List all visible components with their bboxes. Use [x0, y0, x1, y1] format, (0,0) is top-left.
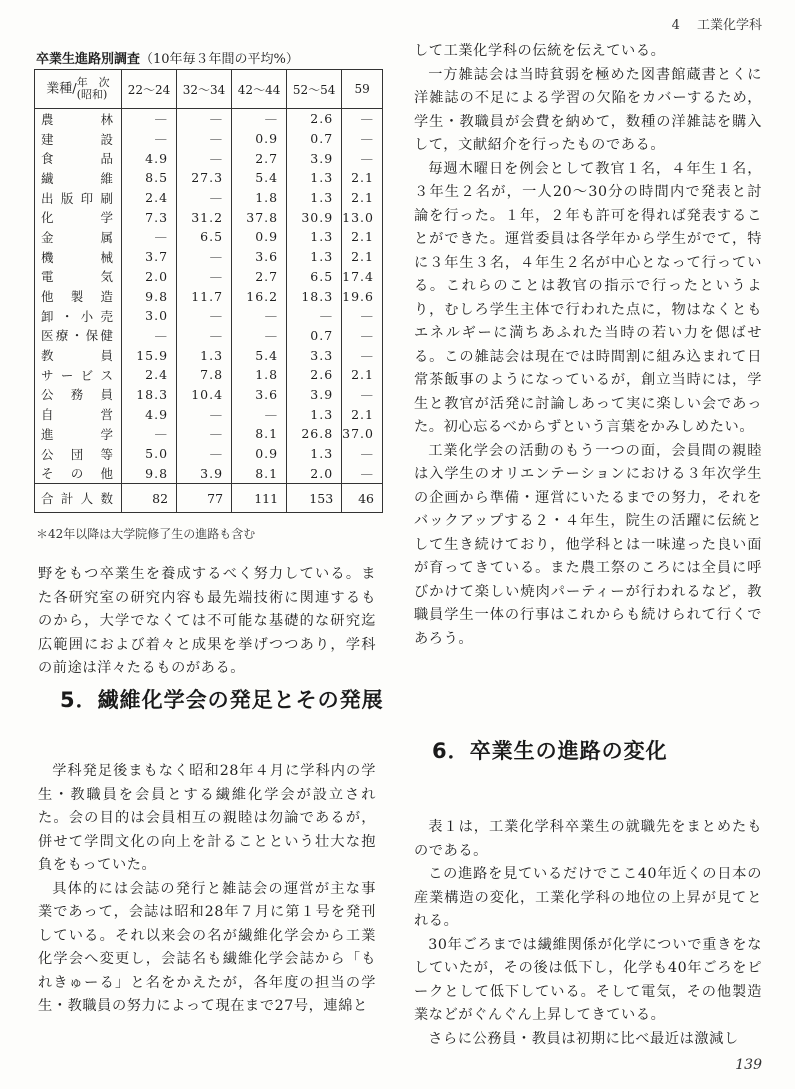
table-cell: 6.5	[177, 227, 232, 247]
table-cell: —	[122, 129, 177, 149]
right-column-bottom	[414, 816, 762, 1051]
table-row	[35, 444, 383, 464]
table-cell: 1.3	[287, 404, 342, 424]
table-cell: —	[177, 404, 232, 424]
table-cell: 5.0	[122, 444, 177, 464]
table-cell: —	[122, 424, 177, 444]
table-cell: 3.9	[287, 385, 342, 405]
corner-industry-label: 業種/	[46, 81, 77, 97]
table-row	[35, 148, 383, 168]
table-cell: 27.3	[177, 168, 232, 188]
table-cell: 1.3	[287, 227, 342, 247]
table-row	[35, 345, 383, 365]
row-category: 他製造	[41, 289, 113, 305]
left-column-bottom	[38, 760, 376, 1019]
table-cell: 18.3	[122, 385, 177, 405]
table-title	[36, 48, 299, 67]
table-cell: 37.8	[232, 207, 287, 227]
table-cell: —	[122, 227, 177, 247]
row-category: 教員	[41, 348, 113, 364]
table-cell: 1.3	[287, 247, 342, 267]
table-row	[35, 424, 383, 444]
column-header: 52～54	[287, 70, 342, 109]
table-cell: —	[177, 424, 232, 444]
table-cell: 8.1	[232, 463, 287, 483]
table-cell: 2.4	[122, 365, 177, 385]
row-category: 出版印刷	[41, 190, 113, 206]
total-cell: 82	[122, 484, 177, 513]
table-footnote: ＊42年以降は大学院修了生の進路も含む	[36, 527, 256, 541]
table-cell: 1.3	[287, 444, 342, 464]
table-row	[35, 109, 383, 129]
page-number: 139	[735, 1057, 762, 1073]
table-cell: 1.3	[177, 345, 232, 365]
section-6-heading: 6．卒業生の進路の変化	[432, 739, 668, 763]
table-cell: —	[122, 326, 177, 346]
table-cell: 2.6	[287, 365, 342, 385]
table-body	[35, 109, 383, 484]
table-cell: 1.3	[287, 168, 342, 188]
table-cell: 2.0	[122, 267, 177, 287]
table-cell: 0.7	[287, 129, 342, 149]
total-cell: 111	[232, 484, 287, 513]
table-row	[35, 267, 383, 287]
column-header: 22～24	[122, 70, 177, 109]
paragraph: この進路を見ているだけでここ40年近くの日本の産業構造の変化，工業化学科の地位の上昇が見てとれる。	[414, 866, 762, 929]
column-header: 59	[342, 70, 383, 109]
table-cell: 2.1	[342, 365, 383, 385]
table-cell: 2.6	[287, 109, 342, 129]
table-cell: 13.0	[342, 207, 383, 227]
table-row	[35, 385, 383, 405]
table-cell: 17.4	[342, 267, 383, 287]
row-category: 農林	[41, 111, 113, 127]
row-category: その他	[41, 466, 113, 482]
paragraph: 30年ごろまでは繊維関係が化学についで重きをなしていたが，その後は低下し，化学も40年ごろをピークとして低下している。そして電気，その他製造業などがぐんぐん上昇してきている。	[414, 936, 762, 1023]
paragraph: 具体的には会誌の発行と雑誌会の運営が主な事業であって，会誌は昭和28年７月に第１号を発刊している。それ以来会の名が繊維化学会から工業化学会へ変更し，会誌名も繊維化学会誌から「もれきゅーる」と名をかえたが，各年度の担当の学生・教職員の努力によって現在まで27号，連綿と	[38, 880, 376, 1014]
career-survey-table	[34, 69, 383, 513]
table-cell: 26.8	[287, 424, 342, 444]
table-cell: 30.9	[287, 207, 342, 227]
table-row	[35, 227, 383, 247]
table-cell: 31.2	[177, 207, 232, 227]
table-cell: —	[177, 188, 232, 208]
total-cell: 77	[177, 484, 232, 513]
table-cell: 8.1	[232, 424, 287, 444]
table-corner-header	[35, 70, 122, 109]
row-category: 化学	[41, 210, 113, 226]
total-label: 合計人数	[35, 484, 122, 513]
table-cell: 0.7	[287, 326, 342, 346]
table-cell: 3.6	[232, 385, 287, 405]
table-cell: 11.7	[177, 286, 232, 306]
right-column-top	[414, 40, 762, 651]
table-cell: —	[177, 326, 232, 346]
table-cell: —	[342, 306, 383, 326]
table-cell: 2.1	[342, 168, 383, 188]
paragraph: 学科発足後まもなく昭和28年４月に学科内の学生・教職員を会員とする繊維化学会が設立された。会の目的は会員相互の親睦は勿論であるが，併せて学問文化の向上を計ることという壮大な抱負をもっていた。	[38, 763, 376, 873]
table-cell: 2.7	[232, 148, 287, 168]
table-cell: 2.4	[122, 188, 177, 208]
table-row	[35, 247, 383, 267]
corner-era-label: (昭和)	[76, 88, 108, 101]
table-cell: 5.4	[232, 168, 287, 188]
table-cell: —	[122, 109, 177, 129]
left-column-top	[38, 563, 376, 681]
table-cell: 15.9	[122, 345, 177, 365]
column-header: 32～34	[177, 70, 232, 109]
table-row	[35, 168, 383, 188]
paragraph: 表１は，工業化学科卒業生の就職先をまとめたものである。	[414, 819, 762, 859]
table-cell: 0.9	[232, 227, 287, 247]
table-cell: 4.9	[122, 148, 177, 168]
running-head	[612, 14, 762, 33]
table-cell: —	[342, 444, 383, 464]
table-cell: 9.8	[122, 286, 177, 306]
table-cell: 19.6	[342, 286, 383, 306]
row-category: 繊維	[41, 170, 113, 186]
table-cell: 7.8	[177, 365, 232, 385]
paragraph: さらに公務員・教員は初期に比べ最近は激減し	[428, 1030, 739, 1047]
table-cell: —	[342, 385, 383, 405]
row-category: 自営	[41, 407, 113, 423]
table-row	[35, 404, 383, 424]
total-cell: 46	[342, 484, 383, 513]
table-cell: 4.9	[122, 404, 177, 424]
table-row	[35, 326, 383, 346]
table-cell: 3.7	[122, 247, 177, 267]
table-row	[35, 129, 383, 149]
paragraph: 工業化学会の活動のもう一つの面，会員間の親睦は入学生のオリエンテーションにおける３年次学生の企画から準備・運営にいたるまでの努力，それをバックアップする２・４年生，院生の活躍に伝統として生き続けており，他学科とは一味違った良い面が育ってきている。また農工祭のころには全員に呼びかけて楽しい焼肉パーティーが行われるなど，教職員学生一体の行事はこれからも続けられて行くであろう。	[414, 442, 762, 647]
table-cell: 9.8	[122, 463, 177, 483]
table-cell: 1.8	[232, 365, 287, 385]
row-category: 卸・小売	[41, 308, 113, 324]
table-cell: —	[342, 326, 383, 346]
row-category: 建設	[41, 131, 113, 147]
table-cell: —	[177, 247, 232, 267]
table-cell: 2.0	[287, 463, 342, 483]
table-row	[35, 463, 383, 483]
table-cell: —	[177, 267, 232, 287]
table-cell: —	[177, 444, 232, 464]
table-cell: —	[342, 109, 383, 129]
table-row	[35, 286, 383, 306]
table-cell: —	[177, 129, 232, 149]
row-category: 金属	[41, 229, 113, 245]
table-cell: 2.1	[342, 247, 383, 267]
table-cell: —	[232, 326, 287, 346]
table-cell: —	[342, 148, 383, 168]
row-category: 公団等	[41, 446, 113, 462]
paragraph: 毎週木曜日を例会として教官１名，４年生１名，３年生２名が，一人20～30分の時間内で発表と討論を行った。１年，２年も許可を得れば発表することができた。運営委員は各学年から学生がでて，特に３年生３名，４年生２名が中心となって行っている。これらのことは教官の指示で行ったというより，むしろ学生主体で行われた点に，物はなくともエネルギーに満ちあふれた当時の若い力を偲ばせる。この雑誌会は現在では時間割に組み込まれて日常茶飯事のようになっているが，創立当時には，学生と教官が活発に討論しあって実に楽しい会であった。初心忘るべからずという言葉をかみしめたい。	[414, 160, 762, 435]
table-cell: 3.3	[287, 345, 342, 365]
table-row	[35, 207, 383, 227]
table-total-row	[35, 484, 383, 513]
table-cell: —	[177, 148, 232, 168]
table-header-row	[35, 70, 383, 109]
table-cell: 2.7	[232, 267, 287, 287]
table-cell: —	[177, 109, 232, 129]
table-cell: 6.5	[287, 267, 342, 287]
table-cell: —	[232, 109, 287, 129]
table-cell: —	[342, 345, 383, 365]
table-cell: 0.9	[232, 129, 287, 149]
section-5-heading: 5．繊維化学会の発足とその発展	[60, 688, 384, 712]
table-cell: —	[342, 129, 383, 149]
row-category: 機械	[41, 249, 113, 265]
table-cell: 37.0	[342, 424, 383, 444]
paragraph: 一方雑誌会は当時貧弱を極めた図書館蔵書とくに洋雑誌の不足による学習の欠陥をカバーするため，学生・教職員が会費を納めて，数種の洋雑誌を購入して，文献紹介を行ったものである。	[414, 66, 762, 153]
table-cell: —	[232, 306, 287, 326]
table-cell: 2.1	[342, 227, 383, 247]
table-row	[35, 365, 383, 385]
table-cell: 3.0	[122, 306, 177, 326]
chapter-title: 工業化学科	[696, 18, 762, 33]
table-cell: 2.1	[342, 404, 383, 424]
table-row	[35, 188, 383, 208]
table-cell: 0.9	[232, 444, 287, 464]
table-cell: 7.3	[122, 207, 177, 227]
row-category: 電気	[41, 269, 113, 285]
column-header: 42～44	[232, 70, 287, 109]
row-category: サービス	[41, 367, 113, 383]
chapter-number: 4	[671, 18, 680, 33]
table-title-main: 卒業生進路別調査	[36, 52, 141, 67]
table-title-subtitle: （10年毎３年間の平均%）	[140, 52, 299, 67]
table-cell: 3.6	[232, 247, 287, 267]
table-cell: 1.3	[287, 188, 342, 208]
table-cell: —	[177, 306, 232, 326]
table-cell: 10.4	[177, 385, 232, 405]
table-cell: 8.5	[122, 168, 177, 188]
paragraph: 野をもつ卒業生を養成するべく努力している。また各研究室の研究内容も最先端技術に関連するものから，大学でなくては不可能な基礎的な研究迄広範囲におよび着々と成果を挙げつつあり，学科の前途は洋々たるものがある。	[38, 566, 376, 676]
row-category: 食品	[41, 151, 113, 167]
table-cell: 1.8	[232, 188, 287, 208]
table-cell: 16.2	[232, 286, 287, 306]
table-cell: —	[287, 306, 342, 326]
table-cell: 18.3	[287, 286, 342, 306]
row-category: 進学	[41, 426, 113, 442]
table-cell: —	[342, 463, 383, 483]
row-category: 医療・保健	[41, 328, 113, 344]
table-row	[35, 306, 383, 326]
row-category: 公務員	[41, 387, 113, 403]
table-cell: 5.4	[232, 345, 287, 365]
table-cell: 3.9	[177, 463, 232, 483]
paragraph: して工業化学科の伝統を伝えている。	[414, 43, 666, 59]
table-cell: 2.1	[342, 188, 383, 208]
table-cell: 3.9	[287, 148, 342, 168]
table-cell: —	[232, 404, 287, 424]
total-cell: 153	[287, 484, 342, 513]
corner-year-label: 年 次	[76, 76, 110, 89]
